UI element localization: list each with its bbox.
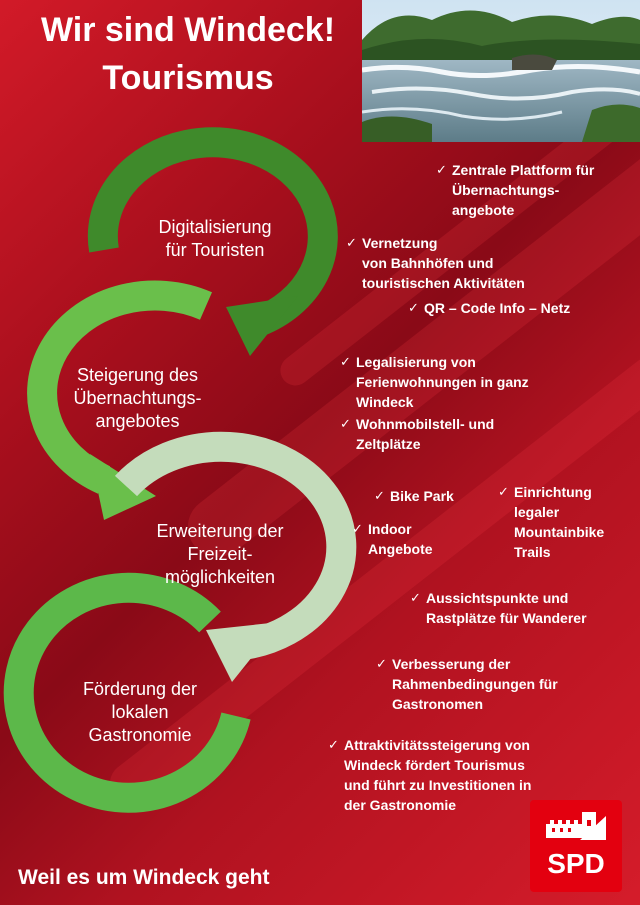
bullet-ferienwohnungen: ✓ Legalisierung von Ferienwohnungen in ganz Windeck	[340, 354, 529, 410]
check-icon: ✓	[498, 484, 509, 499]
bullet-plattform: ✓ Zentrale Plattform für Übernachtungs- angebote	[436, 162, 595, 218]
check-icon: ✓	[328, 737, 339, 752]
bullet-qr-code: ✓ QR – Code Info – Netz	[408, 300, 571, 316]
check-icon: ✓	[376, 656, 387, 671]
bullet-vernetzung: ✓ Vernetzung von Bahnhöfen und touristischen Aktivitäten	[346, 235, 525, 291]
spd-logo-text: SPD	[547, 848, 605, 879]
footer-slogan: Weil es um Windeck geht	[18, 866, 270, 889]
bullet-bike-park: ✓ Bike Park	[374, 488, 454, 504]
castle-icon	[546, 810, 606, 844]
check-icon: ✓	[436, 162, 447, 177]
check-icon: ✓	[410, 590, 421, 605]
stage-gastronomie: Förderung der lokalen Gastronomie	[82, 679, 198, 745]
check-icon: ✓	[352, 521, 363, 536]
spd-logo	[530, 800, 622, 892]
bullet-indoor: ✓ Indoor Angebote	[352, 521, 433, 557]
page-title: Wir sind Windeck!	[40, 11, 336, 49]
stage-freizeit: Erweiterung der Freizeit- möglichkeiten	[156, 521, 284, 587]
stage-digitalisierung: Digitalisierung für Touristen	[158, 217, 272, 260]
check-icon: ✓	[340, 416, 351, 431]
stage-uebernachtung: Steigerung des Übernachtungs- angebotes	[73, 365, 202, 431]
check-icon: ✓	[346, 235, 357, 250]
check-icon: ✓	[374, 488, 385, 503]
check-icon: ✓	[340, 354, 351, 369]
page-subtitle: Tourismus	[102, 59, 274, 97]
arrowhead-digitalisierung	[226, 296, 298, 356]
bullet-rahmenbedingungen: ✓ Verbesserung der Rahmenbedingungen für Gastronomen	[376, 656, 558, 712]
bullet-aussichtspunkte: ✓ Aussichtspunkte und Rastplätze für Wanderer	[410, 590, 587, 626]
bullet-attraktivitaet: ✓ Attraktivitätssteigerung von Windeck fördert Tourismus und führt zu Investitionen in der Gastronomie	[328, 737, 532, 813]
check-icon: ✓	[408, 300, 419, 315]
bullet-wohnmobil: ✓ Wohnmobilstell- und Zeltplätze	[340, 416, 495, 452]
bullet-mountainbike: ✓ Einrichtung legaler Mountainbike Trails	[498, 484, 605, 560]
